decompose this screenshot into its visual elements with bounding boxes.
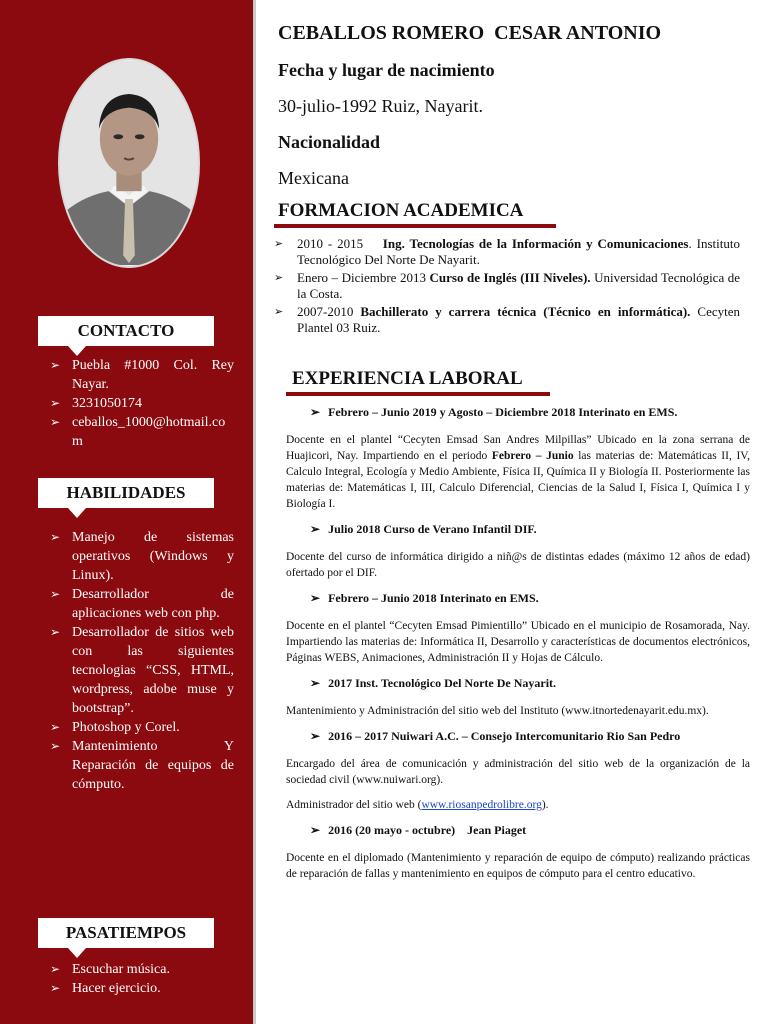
arrowhead-bullet-icon: ➢ — [310, 729, 321, 743]
website-link[interactable]: www.riosanpedrolibre.org — [421, 799, 542, 811]
job-description: Docente en el plantel “Cecyten Emsad Pimientillo” Ubicado en el municipio de Rosamorada, Nay. Impartiendo las materias de: Informática II, Desarrollo y características de documentos electrónicos, Páginas WEBS, Animaciones, Administración II y Hojas de Cálculo. — [286, 620, 750, 664]
arrowhead-bullet-icon: ➢ — [50, 530, 61, 544]
education-item: ➢ 2007-2010 Bachillerato y carrera técnica (Técnico en informática). Cecyten Plantel 03 Ruiz. — [274, 304, 740, 335]
job-title: ➢ Febrero – Junio 2018 Interinato en EMS. — [310, 591, 539, 605]
arrowhead-bullet-icon: ➢ — [274, 238, 284, 250]
birth-value: 30-julio-1992 Ruiz, Nayarit. — [278, 96, 483, 116]
contact-address: ➢ Puebla #1000 Col. Rey Nayar. — [50, 358, 234, 392]
skill-item: ➢ Desarrollador de sitios web con las siguientes tecnologias “CSS, HTML, wordpress, adobe muse y bootstrap”. — [50, 625, 234, 716]
arrowhead-bullet-icon: ➢ — [50, 358, 61, 372]
contact-list — [50, 356, 234, 451]
candidate-name: CEBALLOS ROMERO CESAR ANTONIO — [278, 22, 662, 44]
contact-heading: CONTACTO — [38, 316, 214, 346]
contact-email: ➢ ceballos_1000@hotmail.com — [50, 415, 226, 449]
arrowhead-bullet-icon: ➢ — [50, 720, 61, 734]
job-description: Docente en el plantel “Cecyten Emsad San Andres Milpillas” Ubicado en la zona serrana de Huajicori, Nay. Impartiendo en el periodo Febrero – Junio las materias de: Matemáticas II, IV, Calculo Integral, Ecología y Medio Ambiente, Física II, Química II y Biología II. Posteriormente las materias de: Matemáticas I, III, Calculo Diferencial, Ciencias de la Salud I, Física I, Química I y Biología I. — [286, 434, 751, 510]
education-item: ➢ 2010 - 2015 Ing. Tecnologías de la Información y Comunicaciones. Instituto Tecnológico Del Norte De Nayarit. — [274, 236, 740, 267]
nationality-label: Nacionalidad — [278, 132, 381, 152]
job-description: Docente en el diplomado (Mantenimiento y reparación de equipo de cómputo) realizando prácticas de reparación de fallas y mantenimiento en equipos de cómputo para el centro educativo. — [286, 852, 750, 880]
job-title: ➢ 2017 Inst. Tecnológico Del Norte De Nayarit. — [310, 676, 557, 690]
job-description: Encargado del área de comunicación y administración del sitio web de la organización de la sociedad civil (www.nuiwari.org). — [286, 758, 750, 786]
arrowhead-bullet-icon: ➢ — [310, 405, 321, 419]
job-description: Administrador del sitio web (www.riosanpedrolibre.org). — [286, 799, 549, 811]
arrowhead-bullet-icon: ➢ — [50, 587, 61, 601]
skills-heading: HABILIDADES — [38, 478, 214, 508]
profile-photo — [58, 58, 200, 268]
arrowhead-bullet-icon: ➢ — [50, 396, 61, 410]
skill-item: ➢ Photoshop y Corel. — [50, 720, 180, 735]
job-description: Mantenimiento y Administración del sitio web del Instituto (www.itnortedenayarit.edu.mx). — [286, 705, 709, 717]
sidebar — [0, 0, 256, 1024]
arrowhead-bullet-icon: ➢ — [310, 522, 321, 536]
hobby-item: ➢ Hacer ejercicio. — [50, 981, 161, 996]
arrowhead-bullet-icon: ➢ — [274, 272, 284, 284]
nationality-value: Mexicana — [278, 168, 349, 188]
arrowhead-bullet-icon: ➢ — [310, 823, 321, 837]
arrowhead-bullet-icon: ➢ — [50, 415, 61, 429]
main-content — [270, 0, 756, 1024]
arrowhead-bullet-icon: ➢ — [50, 962, 61, 976]
experience-heading: EXPERIENCIA LABORAL — [292, 368, 523, 389]
experience-list — [286, 404, 750, 891]
job-title: ➢ Julio 2018 Curso de Verano Infantil DIF. — [310, 522, 537, 536]
education-item: ➢ Enero – Diciembre 2013 Curso de Inglés (III Niveles). Universidad Tecnológica de la Costa. — [274, 270, 741, 301]
arrowhead-bullet-icon: ➢ — [50, 625, 61, 639]
job-title: ➢ 2016 (20 mayo - octubre) Jean Piaget — [310, 823, 527, 837]
arrowhead-bullet-icon: ➢ — [50, 981, 61, 995]
education-list — [274, 236, 740, 338]
arrowhead-bullet-icon: ➢ — [50, 739, 61, 753]
experience-underline — [286, 392, 550, 396]
job-title: ➢ 2016 – 2017 Nuiwari A.C. – Consejo Intercomunitario Rio San Pedro — [310, 729, 681, 743]
hobbies-list — [50, 960, 234, 998]
arrowhead-bullet-icon: ➢ — [310, 591, 321, 605]
job-description: Docente del curso de informática dirigido a niñ@s de distintas edades (máximo 12 años de edad) ofertado por el DIF. — [286, 551, 750, 579]
arrowhead-bullet-icon: ➢ — [274, 306, 284, 318]
skill-item: ➢ Mantenimiento Y Reparación de equipos de cómputo. — [50, 739, 234, 792]
profile-photo-illustration — [60, 60, 198, 266]
education-heading: FORMACION ACADEMICA — [278, 200, 524, 221]
job-title: ➢ Febrero – Junio 2019 y Agosto – Diciembre 2018 Interinato en EMS. — [310, 405, 678, 419]
skill-item: ➢ Manejo de sistemas operativos (Windows y Linux). — [50, 530, 234, 583]
education-underline — [274, 224, 556, 228]
birth-label: Fecha y lugar de nacimiento — [278, 60, 495, 80]
contact-phone: ➢ 3231050174 — [50, 396, 142, 411]
arrowhead-bullet-icon: ➢ — [310, 676, 321, 690]
hobby-item: ➢ Escuchar música. — [50, 962, 170, 977]
skills-list — [50, 528, 234, 794]
hobbies-heading: PASATIEMPOS — [38, 918, 214, 948]
skill-item: ➢ Desarrollador de aplicaciones web con php. — [50, 587, 234, 621]
